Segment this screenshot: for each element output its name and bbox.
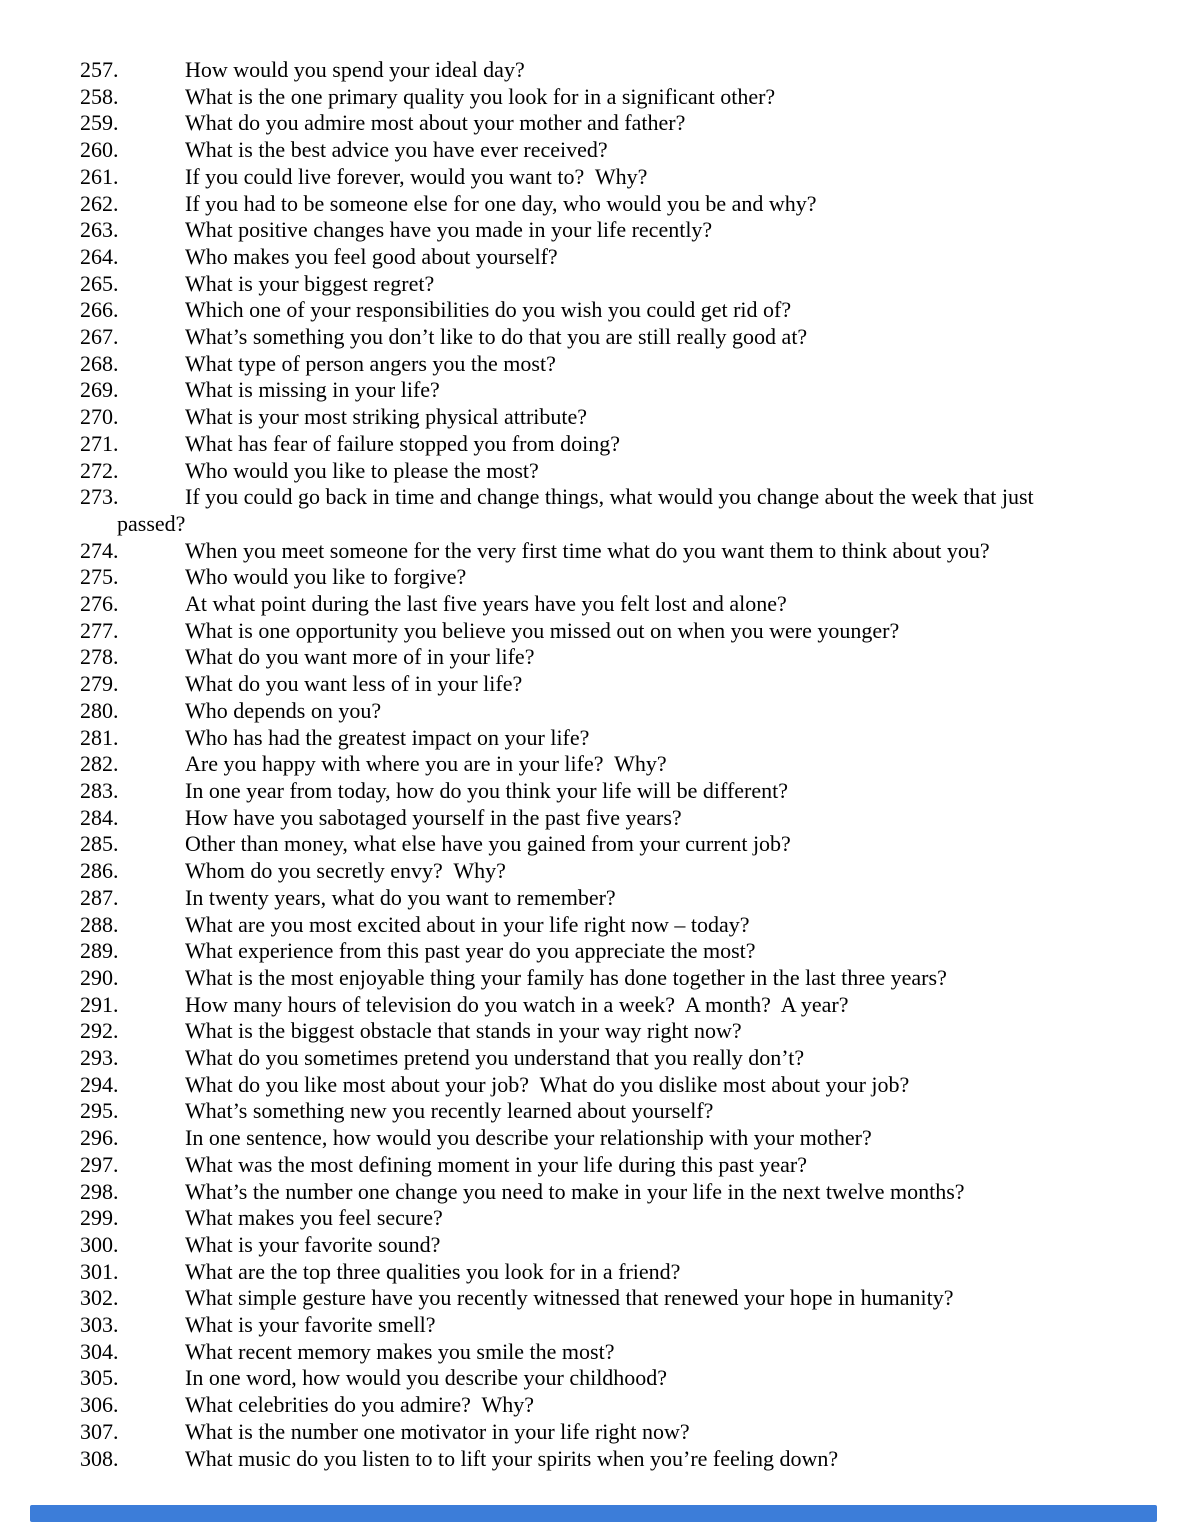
item-text: At what point during the last five years have you felt lost and alone? bbox=[185, 591, 787, 617]
item-text: In twenty years, what do you want to remember? bbox=[185, 884, 616, 910]
list-item bbox=[80, 884, 1090, 912]
list-item bbox=[80, 1418, 1090, 1446]
item-text: Are you happy with where you are in your life? Why? bbox=[185, 751, 667, 777]
item-text: What is the biggest obstacle that stands in your way right now? bbox=[185, 1018, 742, 1044]
item-number: 267. bbox=[80, 324, 119, 350]
item-number: 288. bbox=[80, 911, 119, 937]
list-item bbox=[80, 1205, 1090, 1232]
item-text: Who would you like to please the most? bbox=[185, 457, 539, 483]
item-number: 258. bbox=[80, 83, 119, 109]
item-text: What is your favorite smell? bbox=[185, 1312, 436, 1338]
item-number: 297. bbox=[80, 1151, 119, 1177]
list-item bbox=[80, 858, 1090, 885]
list-item bbox=[80, 644, 1090, 671]
item-number: 283. bbox=[80, 777, 119, 803]
item-number: 257. bbox=[80, 57, 119, 82]
list-item bbox=[80, 404, 1090, 431]
item-number: 308. bbox=[80, 1445, 119, 1471]
list-item bbox=[80, 484, 1090, 537]
item-text: Whom do you secretly envy? Why? bbox=[185, 858, 506, 884]
item-number: 295. bbox=[80, 1098, 119, 1124]
item-number: 294. bbox=[80, 1071, 119, 1097]
item-text: How would you spend your ideal day? bbox=[185, 57, 525, 82]
list-item bbox=[80, 1125, 1090, 1152]
item-number: 280. bbox=[80, 697, 119, 723]
item-number: 281. bbox=[80, 724, 119, 750]
item-number: 301. bbox=[80, 1258, 119, 1284]
item-text: When you meet someone for the very first time what do you want them to think about you? bbox=[185, 537, 990, 563]
item-text: What recent memory makes you smile the most? bbox=[185, 1338, 615, 1364]
list-item bbox=[80, 324, 1090, 351]
item-text: If you could go back in time and change things, what would you change about the week that just passed? bbox=[117, 484, 1040, 536]
list-item bbox=[80, 270, 1090, 298]
item-number: 300. bbox=[80, 1231, 119, 1257]
item-number: 284. bbox=[80, 804, 119, 830]
list-item bbox=[80, 297, 1090, 324]
item-text: How many hours of television do you watch in a week? A month? A year? bbox=[185, 991, 849, 1017]
item-text: How have you sabotaged yourself in the past five years? bbox=[185, 804, 682, 830]
list-item bbox=[80, 938, 1090, 965]
item-number: 299. bbox=[80, 1205, 119, 1231]
item-number: 268. bbox=[80, 350, 119, 376]
item-number: 292. bbox=[80, 1018, 119, 1044]
item-text: In one year from today, how do you think your life will be different? bbox=[185, 777, 789, 803]
item-text: What is your favorite sound? bbox=[185, 1231, 441, 1257]
list-item bbox=[80, 911, 1090, 939]
item-number: 293. bbox=[80, 1045, 119, 1071]
list-item bbox=[80, 243, 1090, 271]
list-item bbox=[80, 217, 1090, 244]
item-text: Which one of your responsibilities do you wish you could get rid of? bbox=[185, 297, 792, 323]
item-number: 259. bbox=[80, 110, 119, 136]
item-number: 282. bbox=[80, 751, 119, 777]
item-text: What is the most enjoyable thing your family has done together in the last three years? bbox=[185, 964, 947, 990]
item-text: What positive changes have you made in your life recently? bbox=[185, 217, 713, 243]
item-number: 303. bbox=[80, 1312, 119, 1338]
item-text: What do you like most about your job? What do you dislike most about your job? bbox=[185, 1071, 910, 1097]
list-item bbox=[80, 777, 1090, 805]
list-item bbox=[80, 831, 1090, 858]
item-text: What is one opportunity you believe you missed out on when you were younger? bbox=[185, 617, 900, 643]
item-number: 296. bbox=[80, 1125, 119, 1151]
item-text: If you could live forever, would you want to? Why? bbox=[185, 163, 648, 189]
item-number: 289. bbox=[80, 938, 119, 964]
item-text: What has fear of failure stopped you from doing? bbox=[185, 430, 620, 456]
item-number: 302. bbox=[80, 1285, 119, 1311]
item-number: 261. bbox=[80, 163, 119, 189]
item-number: 269. bbox=[80, 377, 119, 403]
item-number: 263. bbox=[80, 217, 119, 243]
list-item bbox=[80, 671, 1090, 698]
item-text: In one sentence, how would you describe your relationship with your mother? bbox=[185, 1125, 872, 1151]
list-item bbox=[80, 537, 1090, 565]
item-number: 298. bbox=[80, 1178, 119, 1204]
list-item bbox=[80, 190, 1090, 218]
item-number: 305. bbox=[80, 1365, 119, 1391]
item-text: What simple gesture have you recently witnessed that renewed your hope in humanity? bbox=[185, 1285, 954, 1311]
item-text: What’s something new you recently learned about yourself? bbox=[185, 1098, 714, 1124]
item-number: 272. bbox=[80, 457, 119, 483]
item-number: 290. bbox=[80, 964, 119, 990]
item-text: What is your biggest regret? bbox=[185, 270, 435, 296]
list-item bbox=[80, 1285, 1090, 1312]
list-item bbox=[80, 751, 1090, 778]
item-text: What do you sometimes pretend you understand that you really don’t? bbox=[185, 1045, 805, 1071]
item-text: What is the one primary quality you look for in a significant other? bbox=[185, 83, 776, 109]
item-text: Who would you like to forgive? bbox=[185, 564, 467, 590]
item-text: What do you want less of in your life? bbox=[185, 671, 523, 697]
list-item bbox=[80, 83, 1090, 111]
list-item bbox=[80, 617, 1090, 645]
item-text: What are you most excited about in your life right now – today? bbox=[185, 911, 750, 937]
item-text: Who makes you feel good about yourself? bbox=[185, 243, 558, 269]
list-item bbox=[80, 57, 1090, 84]
item-number: 273. bbox=[80, 484, 119, 510]
list-item bbox=[80, 457, 1090, 485]
list-item bbox=[80, 350, 1090, 378]
item-number: 274. bbox=[80, 537, 119, 563]
item-text: What is the number one motivator in your life right now? bbox=[185, 1418, 690, 1444]
list-item bbox=[80, 1098, 1090, 1125]
list-item bbox=[80, 1338, 1090, 1366]
item-number: 276. bbox=[80, 591, 119, 617]
list-item bbox=[80, 804, 1090, 832]
list-item bbox=[80, 1445, 1090, 1473]
item-number: 264. bbox=[80, 243, 119, 269]
list-item bbox=[80, 1365, 1090, 1392]
list-item bbox=[80, 964, 1090, 992]
item-number: 277. bbox=[80, 617, 119, 643]
item-text: What are the top three qualities you look for in a friend? bbox=[185, 1258, 681, 1284]
item-text: Who has had the greatest impact on your life? bbox=[185, 724, 590, 750]
item-number: 286. bbox=[80, 858, 119, 884]
list-item bbox=[80, 110, 1090, 137]
item-number: 262. bbox=[80, 190, 119, 216]
list-item bbox=[80, 430, 1090, 458]
item-text: Other than money, what else have you gained from your current job? bbox=[185, 831, 791, 857]
selection-highlight-bar[interactable] bbox=[30, 1505, 1157, 1522]
item-number: 260. bbox=[80, 137, 119, 163]
item-text: What was the most defining moment in your life during this past year? bbox=[185, 1151, 807, 1177]
item-number: 307. bbox=[80, 1418, 119, 1444]
list-item bbox=[80, 1071, 1090, 1099]
item-text: What is missing in your life? bbox=[185, 377, 440, 403]
list-item bbox=[80, 1151, 1090, 1179]
list-item bbox=[80, 724, 1090, 752]
item-text: What’s the number one change you need to make in your life in the next twelve months? bbox=[185, 1178, 965, 1204]
item-text: What do you want more of in your life? bbox=[185, 644, 535, 670]
item-text: What type of person angers you the most? bbox=[185, 350, 556, 376]
item-text: What is your most striking physical attribute? bbox=[185, 404, 588, 430]
list-item bbox=[80, 1045, 1090, 1072]
item-number: 287. bbox=[80, 884, 119, 910]
item-text: Who depends on you? bbox=[185, 697, 382, 723]
item-number: 265. bbox=[80, 270, 119, 296]
item-text: What is the best advice you have ever received? bbox=[185, 137, 608, 163]
item-number: 275. bbox=[80, 564, 119, 590]
item-number: 306. bbox=[80, 1392, 119, 1418]
list-item bbox=[80, 1178, 1090, 1206]
list-item bbox=[80, 163, 1090, 191]
item-number: 270. bbox=[80, 404, 119, 430]
list-item bbox=[80, 1312, 1090, 1339]
item-text: What do you admire most about your mother and father? bbox=[185, 110, 686, 136]
list-item bbox=[80, 1258, 1090, 1286]
item-text: In one word, how would you describe your childhood? bbox=[185, 1365, 668, 1391]
item-text: What celebrities do you admire? Why? bbox=[185, 1392, 535, 1418]
list-item bbox=[80, 137, 1090, 164]
list-item bbox=[80, 591, 1090, 618]
list-item bbox=[80, 377, 1090, 404]
list-item bbox=[80, 1392, 1090, 1419]
item-number: 266. bbox=[80, 297, 119, 323]
item-number: 285. bbox=[80, 831, 119, 857]
item-text: What experience from this past year do you appreciate the most? bbox=[185, 938, 756, 964]
item-number: 304. bbox=[80, 1338, 119, 1364]
item-number: 271. bbox=[80, 430, 119, 456]
item-text: What music do you listen to to lift your spirits when you’re feeling down? bbox=[185, 1445, 839, 1471]
item-number: 279. bbox=[80, 671, 119, 697]
item-number: 291. bbox=[80, 991, 119, 1017]
item-text: What’s something you don’t like to do that you are still really good at? bbox=[185, 324, 808, 350]
item-number: 278. bbox=[80, 644, 119, 670]
item-text: What makes you feel secure? bbox=[185, 1205, 443, 1231]
list-item bbox=[80, 697, 1090, 725]
list-item bbox=[80, 1231, 1090, 1259]
list-item bbox=[80, 991, 1090, 1019]
list-item bbox=[80, 564, 1090, 591]
list-item bbox=[80, 1018, 1090, 1045]
item-text: If you had to be someone else for one day, who would you be and why? bbox=[185, 190, 817, 216]
